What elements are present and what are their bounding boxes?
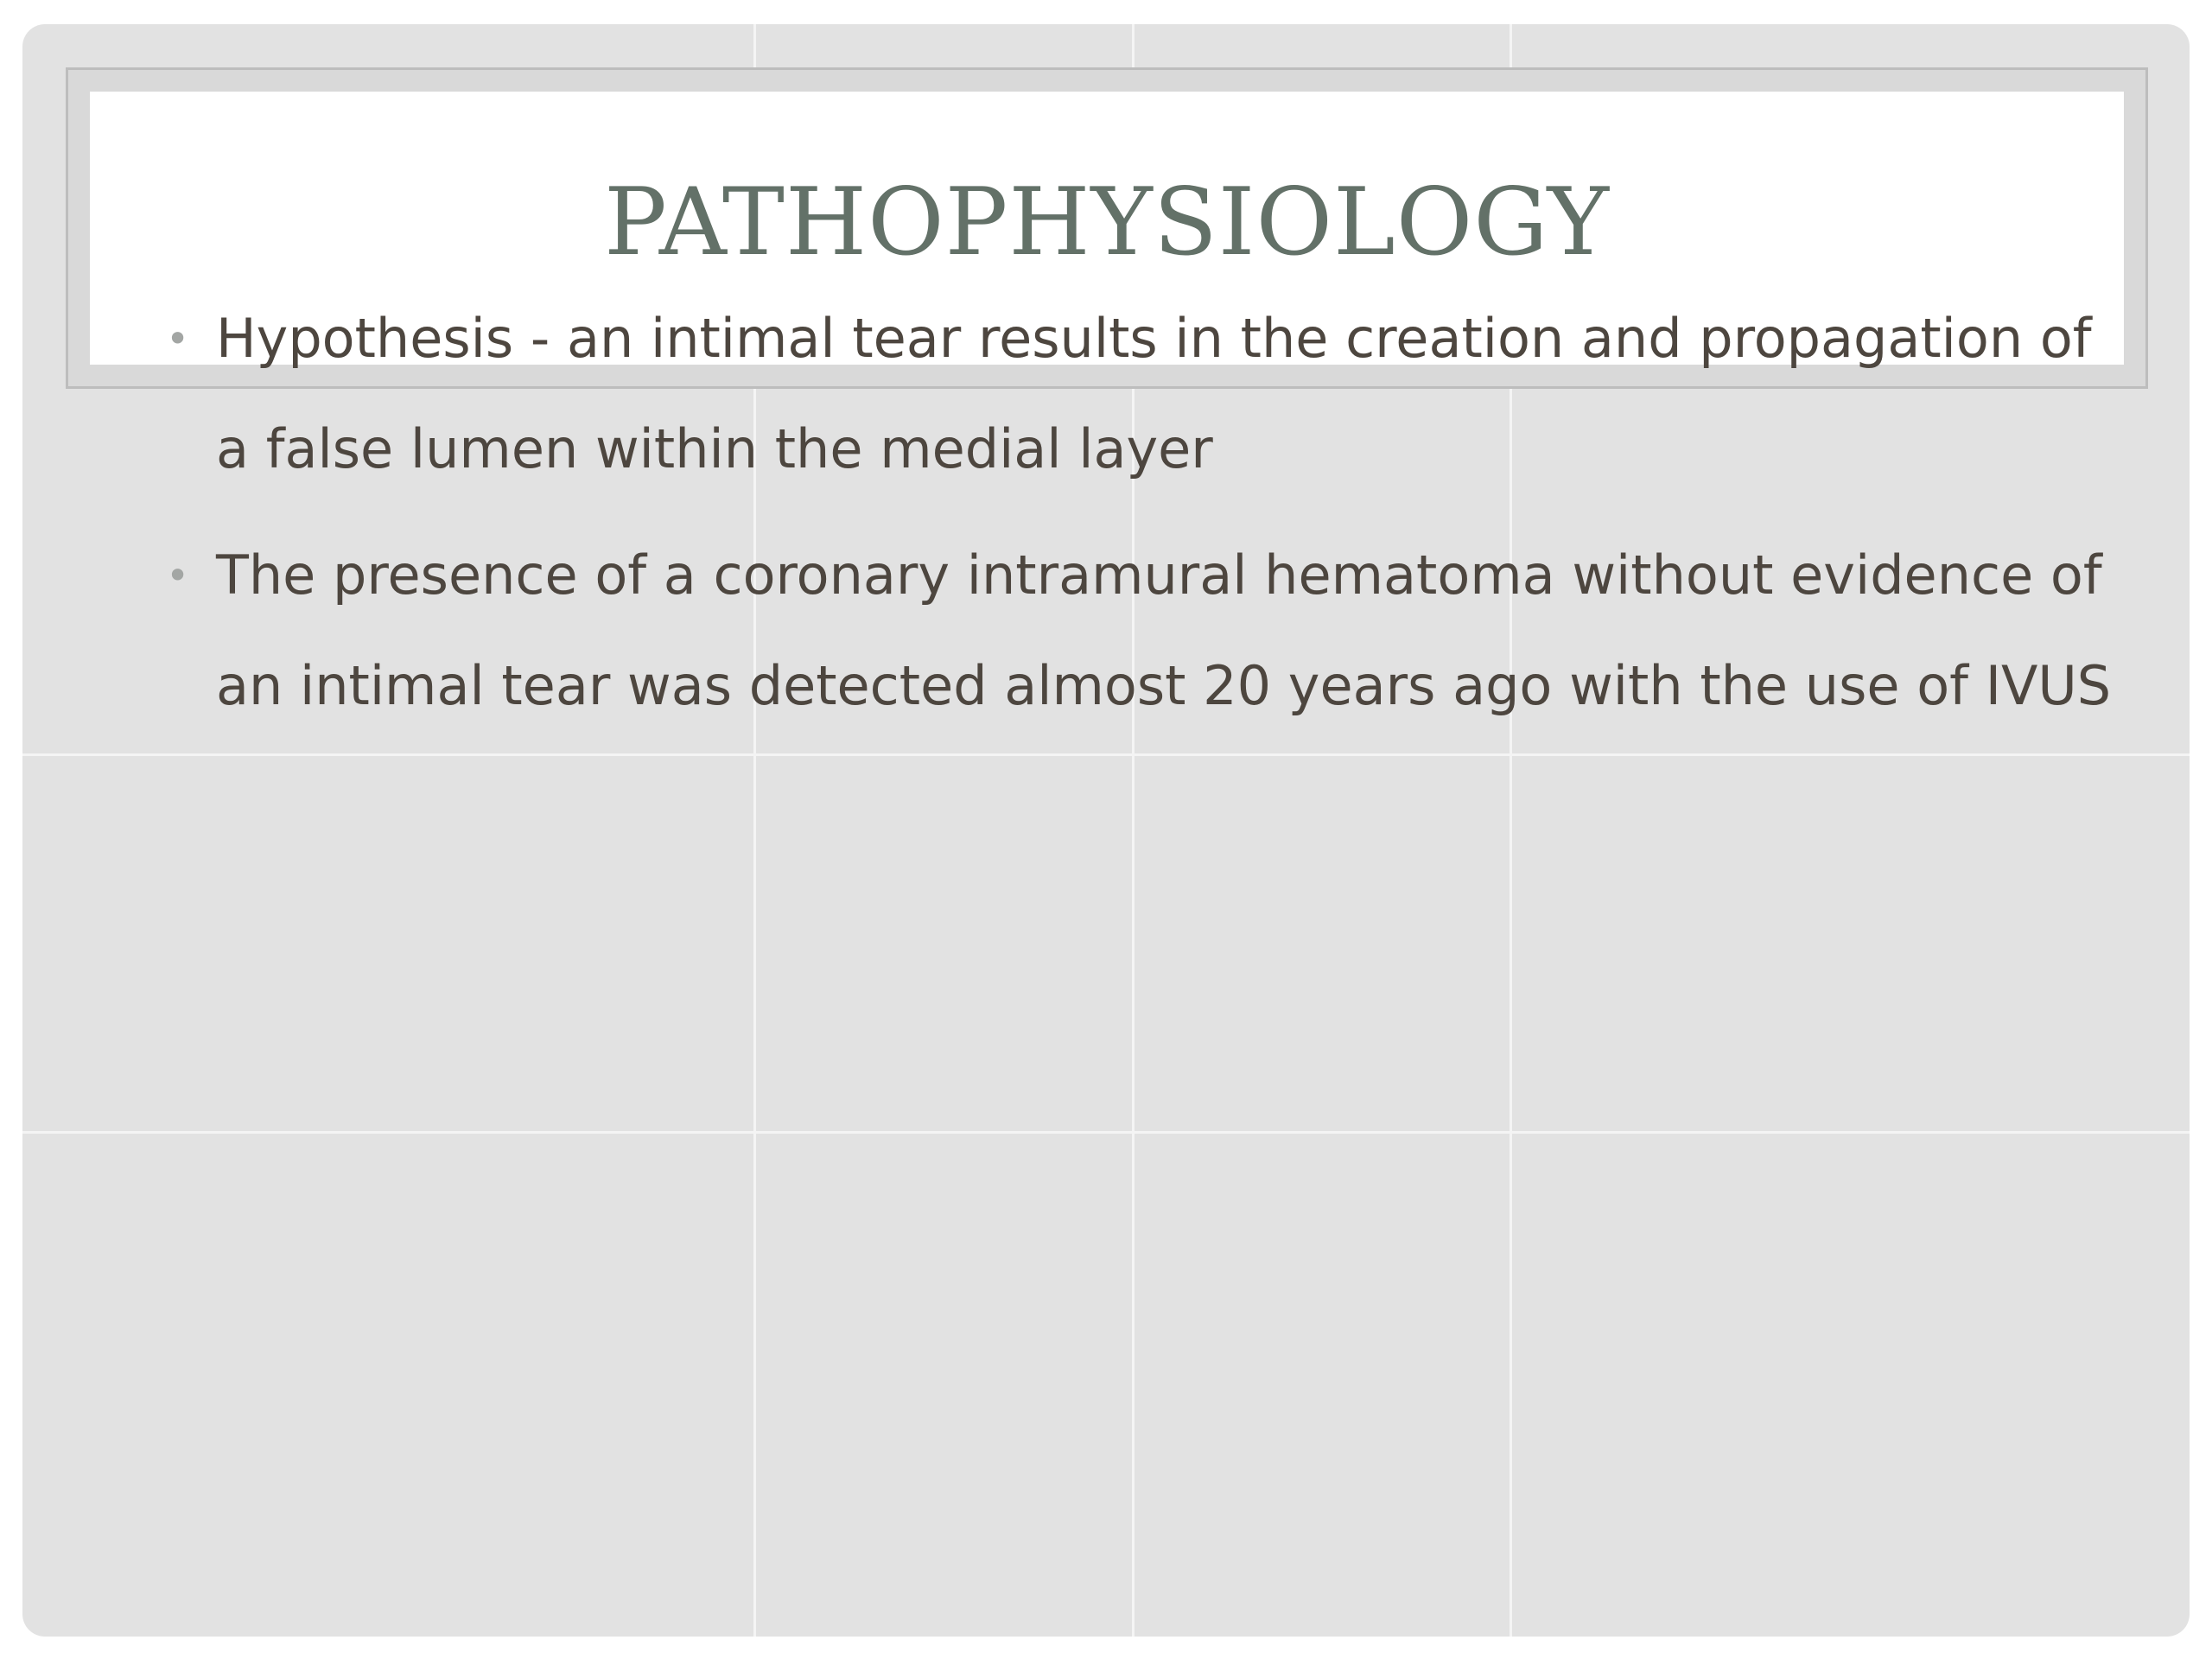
bullet-text: Hypothesis - an intimal tear results in the creation and propagation of a false lumen within the medial layer [216,307,2092,480]
slide-content [22,24,2190,1637]
bullet-item [166,283,2134,505]
slide [22,24,2190,1637]
bullet-dot-icon: • [166,552,190,599]
slide-title: PATHOPHYSIOLOGY [604,168,1610,276]
bullet-text: The presence of a coronary intramural hematoma without evidence of an intimal tear was detected almost 20 years ago with the use of IVUS [216,543,2112,717]
bullet-item [166,520,2134,741]
bullet-list [166,283,2134,757]
bullet-dot-icon: • [166,315,190,362]
